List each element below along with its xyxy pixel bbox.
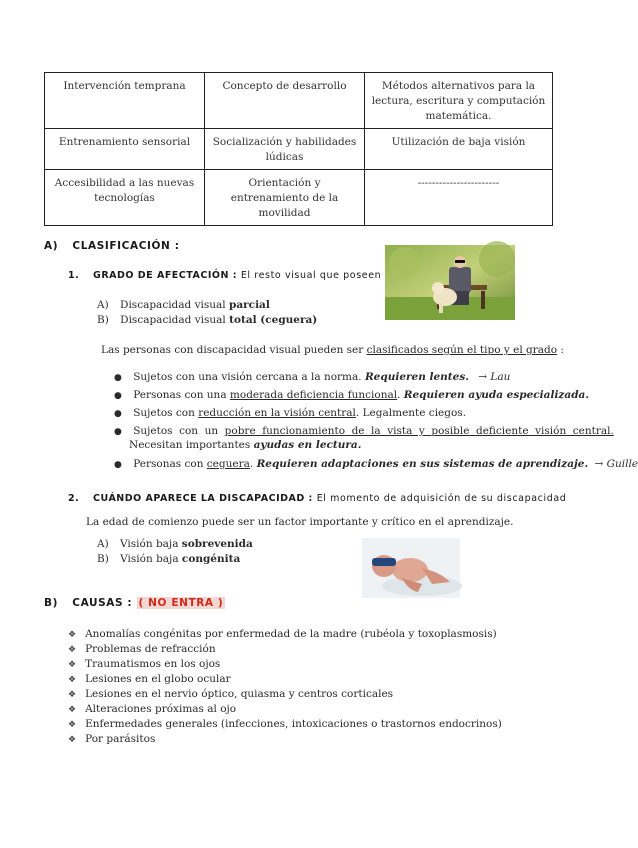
bullet-text: . Legalmente ciegos. [355, 407, 467, 419]
table-cell: Métodos alternativos para la lectura, escritura y computación matemática. [365, 73, 553, 129]
arrow-icon: → [478, 371, 488, 383]
list-marker: A) [97, 538, 109, 550]
intro-underlined: clasificados según el tipo y el grado [366, 344, 558, 356]
diamond-icon: ❖ [68, 690, 77, 700]
table-cell: Socialización y habilidades lúdicas [205, 129, 365, 170]
section-a-marker: A) [44, 240, 59, 252]
table-cell: Intervención temprana [45, 73, 205, 129]
bullet-emphasis: Requieren ayuda especializada. [403, 389, 590, 401]
bullet-note: Lau [490, 371, 511, 383]
item-bold: congénita [181, 553, 241, 565]
table-cell: Orientación y entrenamiento de la movilidad [205, 170, 365, 226]
bullet-underlined: moderada deficiencia funcional [229, 389, 398, 401]
diamond-icon: ❖ [68, 645, 77, 655]
bullet-emphasis: ayudas en lectura. [253, 439, 362, 451]
table-cell: ----------------------- [365, 170, 553, 226]
bullet-icon: ● [114, 409, 122, 419]
bullet-text: Sujetos con una visión cercana a la norma. [133, 371, 365, 383]
causes-list [68, 627, 502, 747]
list-item-text: Traumatismos en los ojos [85, 658, 221, 670]
sub1-number: 1. [68, 270, 80, 281]
section-b-heading [44, 597, 225, 609]
bullet-icon: ● [114, 373, 122, 383]
newborn-photo [362, 538, 460, 598]
bullet-text: Necesitan importantes [129, 439, 254, 451]
list-item [68, 657, 502, 672]
list-item [68, 702, 502, 717]
list-item [68, 732, 502, 747]
section-b-marker: B) [44, 597, 59, 609]
item-text: Discapacidad visual [120, 314, 230, 326]
list-item-text: Anomalías congénitas por enfermedad de la madre (rubéola y toxoplasmosis) [85, 628, 497, 640]
list-item [68, 672, 502, 687]
diamond-icon: ❖ [68, 735, 77, 745]
bullet-text: Sujetos con [133, 407, 199, 419]
guide-dog-photo [385, 245, 515, 320]
list-marker: A) [97, 299, 109, 311]
list-item [68, 642, 502, 657]
list-item [68, 627, 502, 642]
diamond-icon: ❖ [68, 720, 77, 730]
section-b-title: CAUSAS : [72, 597, 133, 609]
list-marker: B) [97, 553, 109, 565]
list-marker: B) [97, 314, 109, 326]
diamond-icon: ❖ [68, 630, 77, 640]
list-item-text: Por parásitos [85, 733, 156, 745]
sub2-number: 2. [68, 493, 80, 504]
sub2-item-a [97, 537, 253, 551]
table-cell: Concepto de desarrollo [205, 73, 365, 129]
bullet-text: . [397, 389, 404, 401]
table-cell: Entrenamiento sensorial [45, 129, 205, 170]
list-item-text: Lesiones en el nervio óptico, quiasma y centros corticales [85, 688, 394, 700]
item-text: Visión baja [120, 538, 182, 550]
sub2-heading [68, 493, 566, 504]
diamond-icon: ❖ [68, 705, 77, 715]
bullet-text: . [249, 458, 257, 470]
bullet-item [114, 406, 466, 421]
table-cell: Utilización de baja visión [365, 129, 553, 170]
sub2-title-rest: El momento de adquisición de su discapacidad [316, 493, 567, 504]
intervention-areas-table [44, 72, 553, 226]
sub1-item-b [97, 313, 317, 327]
item-bold: total (ceguera) [229, 314, 318, 326]
bullet-underlined: reducción en la visión central [198, 407, 356, 419]
table-row [45, 73, 553, 129]
sub1-intro [101, 343, 564, 357]
bullet-item [114, 370, 510, 385]
item-text: Visión baja [120, 553, 182, 565]
intro-suffix: : [557, 344, 564, 356]
sub2-item-b [97, 552, 240, 566]
bullet-emphasis: Requieren lentes. [364, 371, 469, 383]
bullet-underlined: ceguera [206, 458, 250, 470]
bullet-continuation [129, 438, 361, 452]
sub2-title: CUÁNDO APARECE LA DISCAPACIDAD : [93, 493, 313, 504]
table-row [45, 129, 553, 170]
bullet-item [114, 424, 614, 439]
sub1-heading [68, 270, 381, 281]
diamond-icon: ❖ [68, 660, 77, 670]
bullet-text: Personas con [133, 458, 207, 470]
sub1-title-rest: El resto visual que poseen [240, 270, 382, 281]
list-item [68, 717, 502, 732]
list-item-text: Problemas de refracción [85, 643, 216, 655]
list-item [68, 687, 502, 702]
bullet-note: Guille [606, 458, 638, 470]
list-item-text: Enfermedades generales (infecciones, intoxicaciones o trastornos endocrinos) [85, 718, 502, 730]
arrow-icon: → [594, 458, 604, 470]
bullet-icon: ● [114, 427, 122, 437]
item-bold: sobrevenida [181, 538, 253, 550]
bullet-item [114, 457, 638, 472]
sub1-item-a [97, 298, 270, 312]
bullet-text: Personas con una [133, 389, 230, 401]
sub2-intro: La edad de comienzo puede ser un factor importante y crítico en el aprendizaje. [86, 516, 514, 528]
bullet-underlined: pobre funcionamiento de la vista y posible deficiente visión central. [224, 425, 614, 437]
item-text: Discapacidad visual [120, 299, 229, 311]
bullet-emphasis: Requieren adaptaciones en sus sistemas de aprendizaje. [256, 458, 589, 470]
not-in-exam-tag: ( NO ENTRA ) [138, 597, 224, 609]
section-a-title: CLASIFICACIÓN : [72, 240, 180, 252]
diamond-icon: ❖ [68, 675, 77, 685]
list-item-text: Lesiones en el globo ocular [85, 673, 231, 685]
bullet-icon: ● [114, 460, 122, 470]
bullet-text: Sujetos con un [133, 425, 225, 437]
table-row [45, 170, 553, 226]
sub1-title: GRADO DE AFECTACIÓN : [93, 270, 238, 281]
item-bold: parcial [229, 299, 270, 311]
bullet-item [114, 388, 589, 403]
intro-text: Las personas con discapacidad visual pueden ser [101, 344, 367, 356]
list-item-text: Alteraciones próximas al ojo [85, 703, 237, 715]
table-cell: Accesibilidad a las nuevas tecnologías [45, 170, 205, 226]
section-a-heading [44, 240, 180, 252]
bullet-icon: ● [114, 391, 122, 401]
